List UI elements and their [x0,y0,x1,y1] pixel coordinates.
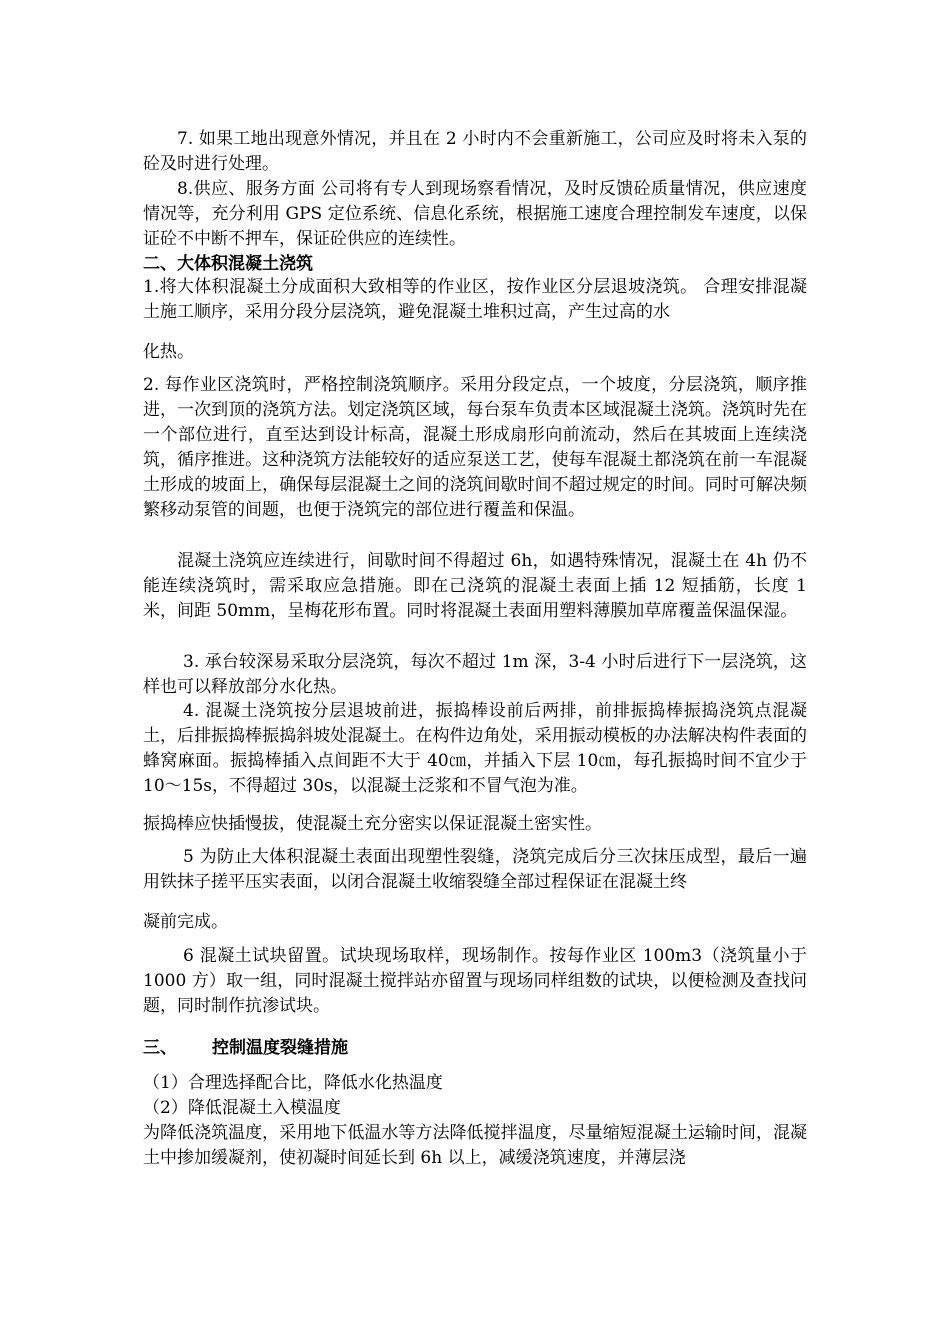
paragraph-7: 7. 如果工地出现意外情况，并且在 2 小时内不会重新施工，公司应及时将未入泵的砼及时进行处理。 [143,129,807,174]
paragraph-s4: 4. 混凝土浇筑按分层退坡前进，振捣棒设前后两排，前排振捣棒振捣浇筑点混凝土，后排振捣棒振捣斜坡处混凝土。在构件边角处，采用振动模板的办法解决构件表面的蜂窝麻面。振捣棒插入点间距不大于 40㎝，并插入下层 10㎝，每孔振捣时间不宜少于 10～15s，不得超过 30s，以混凝土泛浆和不冒气泡为准。 [143,701,807,796]
paragraph-s1: 1.将大体积混凝土分成面积大致相等的作业区，按作业区分层退坡浇筑。 合理安排混凝土施工顺序，采用分段分层浇筑，避免混凝土堆积过高，产生过高的水 [143,277,807,322]
paragraph-s3: 3. 承台较深易采取分层浇筑，每次不超过 1m 深，3-4 小时后进行下一层浇筑，这样也可以释放部分水化热。 [143,652,807,697]
measure-item-1: （1）合理选择配合比，降低水化热温度 [143,1073,443,1093]
measure-item-2: （2）降低混凝土入模温度 [143,1098,341,1118]
paragraph-s2b: 混凝土浇筑应连续进行，间歇时间不得超过 6h，如遇特殊情况，混凝土在 4h 仍不能连续浇筑时，需采取应急措施。即在己浇筑的混凝土表面上插 12 短插筋，长度 1 米，间距 50mm，呈梅花形布置。同时将混凝土表面用塑料薄膜加草席覆盖保温保湿。 [143,551,807,621]
paragraph-measure-2: 为降低浇筑温度，采用地下低温水等方法降低搅拌温度，尽量缩短混凝土运输时间，混凝土中掺加缓凝剂，使初凝时间延长到 6h 以上，减缓浇筑速度，并薄层浇 [143,1123,807,1168]
paragraph-s6: 6 混凝土试块留置。试块现场取样，现场制作。按每作业区 100m3（浇筑量小于 1000 方）取一组，同时混凝土搅拌站亦留置与现场同样组数的试块，以便检测及查找问题，同时制作抗渗试块。 [143,946,807,1016]
paragraph-s4-cont: 振捣棒应快插慢拔，使混凝土充分密实以保证混凝土密实性。 [143,814,602,834]
paragraph-s5: 5 为防止大体积混凝土表面出现塑性裂缝，浇筑完成后分三次抹压成型，最后一遍用铁抹子搓平压实表面，以闭合混凝土收缩裂缝全部过程保证在混凝土终 [143,847,807,892]
section-heading-2: 二、大体积混凝土浇筑 [143,254,313,274]
paragraph-s2: 2. 每作业区浇筑时，严格控制浇筑顺序。采用分段定点，一个坡度，分层浇筑，顺序推进，一次到顶的浇筑方法。划定浇筑区域，每台泵车负责本区域混凝土浇筑。浇筑时先在一个部位进行，直至达到设计标高，混凝土形成扇形向前流动，然后在其坡面上连续浇筑，循序推进。这种浇筑方法能较好的适应泵送工艺，使每车混凝土都浇筑在前一车混凝土形成的坡面上，确保每层混凝土之间的浇筑间歇时间不超过规定的时间。同时可解决频繁移动泵管的间题，也便于浇筑完的部位进行覆盖和保温。 [143,375,807,520]
section-heading-3-number: 三、 [143,1038,177,1058]
paragraph-s1-cont: 化热。 [143,342,194,362]
paragraph-8: 8.供应、服务方面 公司将有专人到现场察看情况，及时反馈砼质量情况，供应速度情况等，充分利用 GPS 定位系统、信息化系统，根据施工速度合理控制发车速度，以保证砼不中断不押车，保证砼供应的连续性。 [143,179,807,249]
paragraph-s5-cont: 凝前完成。 [143,912,228,932]
section-heading-3: 控制温度裂缝措施 [212,1038,348,1058]
